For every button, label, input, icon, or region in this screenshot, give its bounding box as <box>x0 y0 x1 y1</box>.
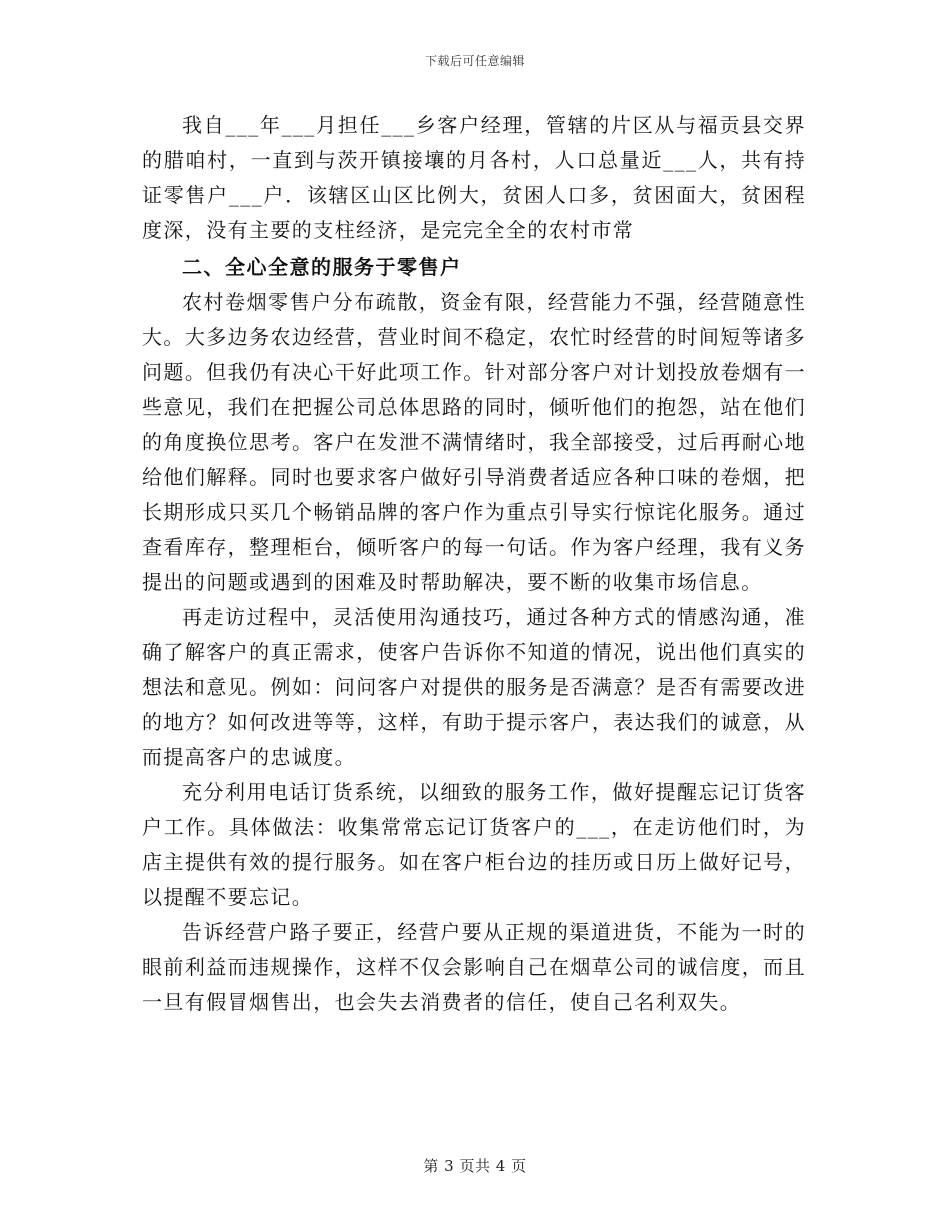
paragraph-intro: 我自___年___月担任___乡客户经理，管辖的片区从与福贡县交界的腊咱村，一直到与茨开镇接壤的月各村，人口总量近___人，共有持证零售户___户．该辖区山区比例大，贫困人口多，贫困面大，贫困程度深，没有主要的支柱经济，是完完全全的农村市常 <box>142 113 806 242</box>
page-header: 下载后可任意编辑 <box>424 54 525 68</box>
paragraph-phone-order: 充分利用电话订货系统，以细致的服务工作，做好提醒忘记订货客户工作。具体做法：收集常常忘记订货客户的___，在走访他们时，为店主提供有效的提行服务。如在客户柜台边的挂历或日历上做好记号，以提醒不要忘记。 <box>142 780 806 909</box>
paragraph-visit: 再走访过程中，灵活使用沟通技巧，通过各种方式的情感沟通，准确了解客户的真正需求，使客户告诉你不知道的情况，说出他们真实的想法和意见。例如：问问客户对提供的服务是否满意？是否有需要改进的地方？如何改进等等，这样，有助于提示客户，表达我们的诚意，从而提高客户的忠诚度。 <box>142 605 806 769</box>
paragraph-compliance: 告诉经营户路子要正，经营户要从正规的渠道进货，不能为一时的眼前利益而违规操作，这样不仅会影响自己在烟草公司的诚信度，而且一旦有假冒烟售出，也会失去消费者的信任，使自己名利双失。 <box>142 920 806 1014</box>
page-footer: 第 3 页共 4 页 <box>423 1157 527 1175</box>
section-heading: 二、全心全意的服务于零售户 <box>182 255 462 279</box>
paragraph-service: 农村卷烟零售户分布疏散，资金有限，经营能力不强，经营随意性大。大多边务农边经营，营业时间不稳定，农忙时经营的时间短等诸多问题。但我仍有决心干好此项工作。针对部分客户对计划投放卷烟有一些意见，我们在把握公司总体思路的同时，倾听他们的抱怨，站在他们的角度换位思考。客户在发泄不满情绪时，我全部接受，过后再耐心地给他们解释。同时也要求客户做好引导消费者适应各种口味的卷烟，把长期形成只买几个畅销品牌的客户作为重点引导实行惊诧化服务。通过查看库存，整理柜台，倾听客户的每一句话。作为客户经理，我有义务提出的问题或遇到的困难及时帮助解决，要不断的收集市场信息。 <box>142 290 806 594</box>
document-body <box>142 108 806 1020</box>
